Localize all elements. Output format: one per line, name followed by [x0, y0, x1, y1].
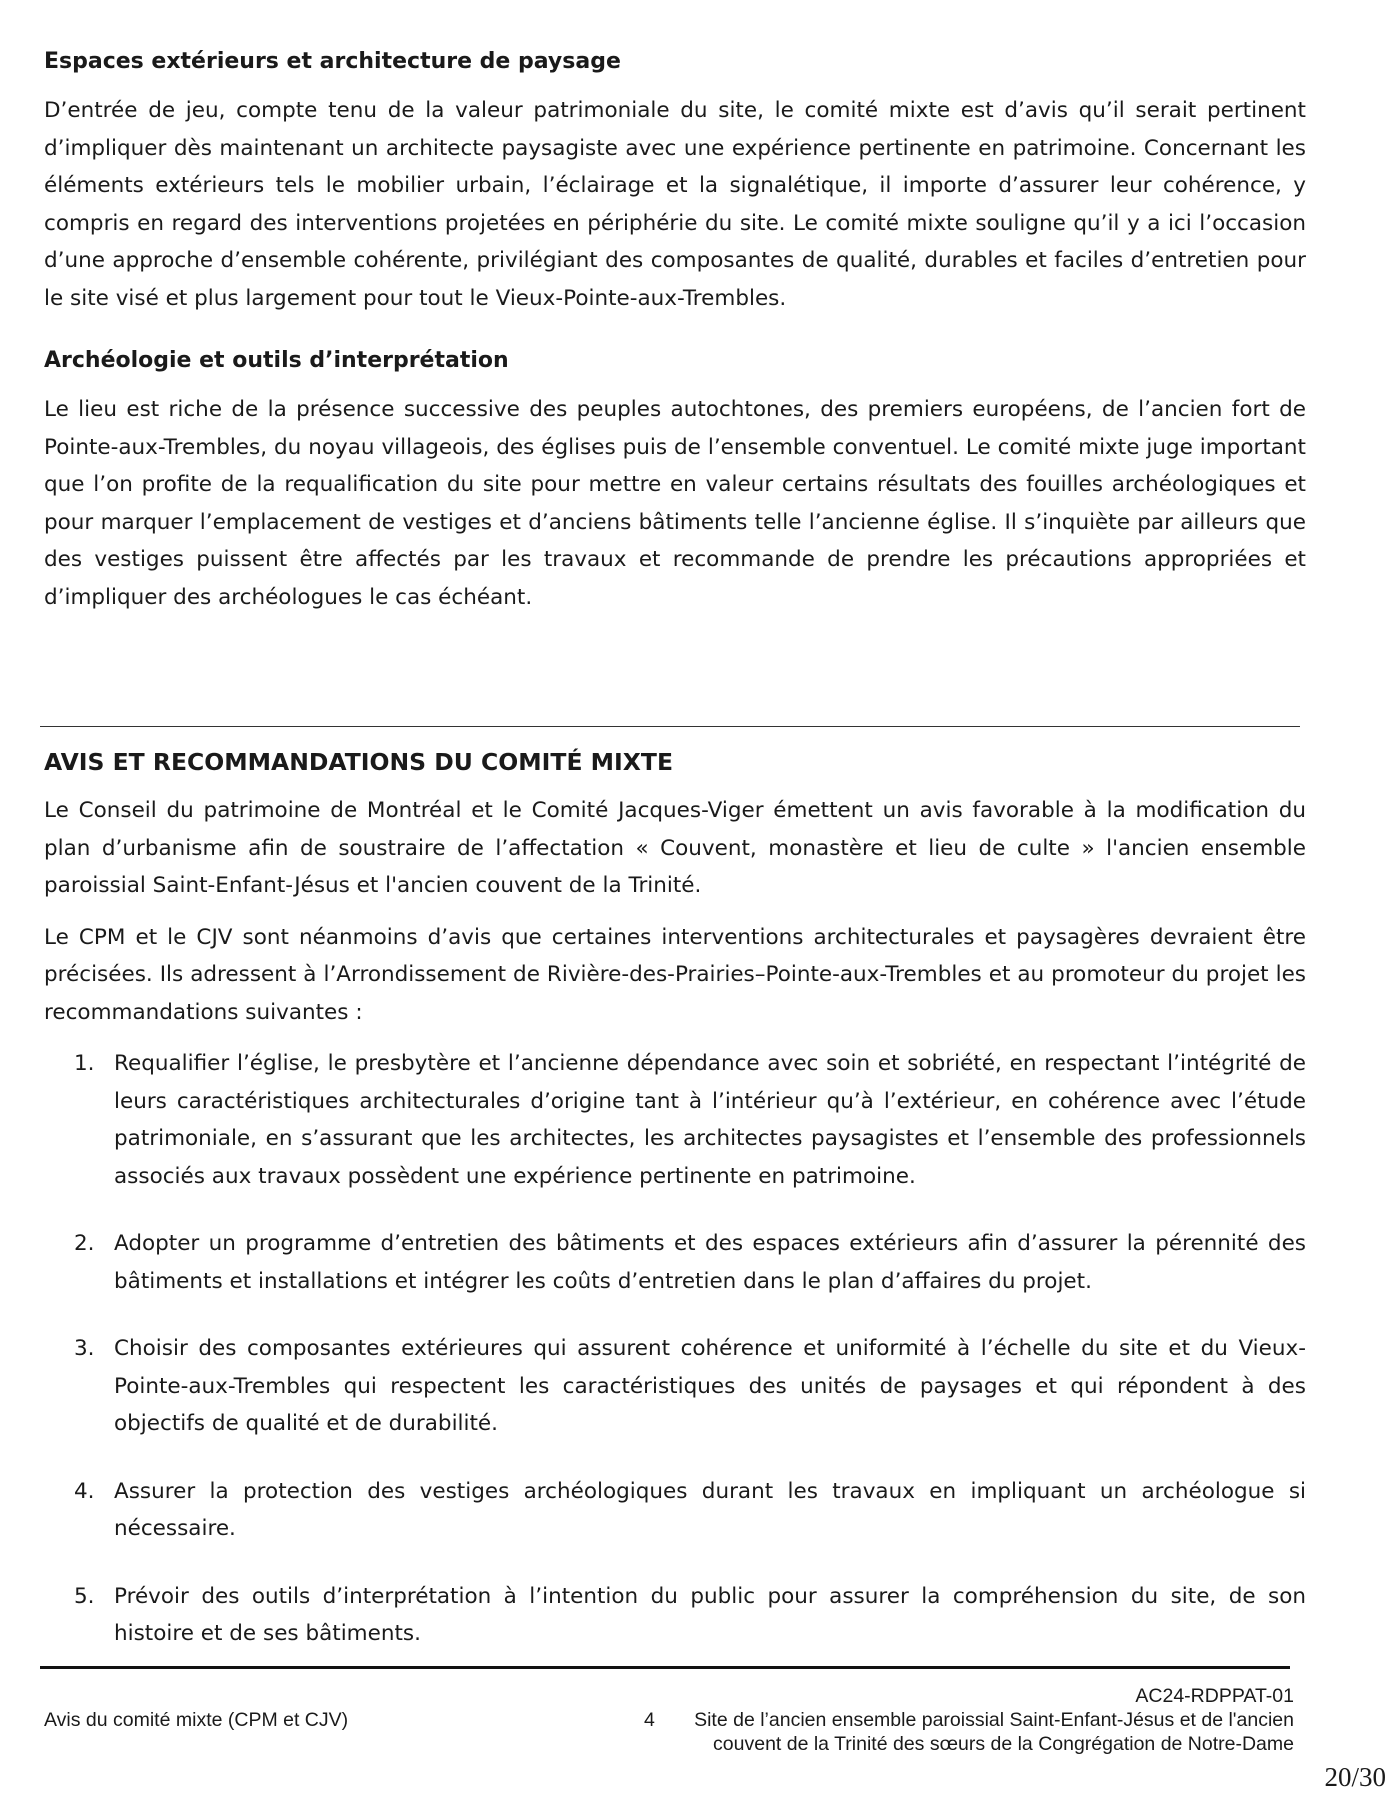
list-item-number: 2.	[74, 1231, 95, 1256]
list-item-number: 5.	[74, 1583, 95, 1609]
page-footer	[44, 1684, 1294, 1756]
list-item-number: 4.	[74, 1478, 95, 1504]
recommendations-list	[44, 1045, 1306, 1653]
list-item	[44, 1473, 1306, 1548]
footer-title-line-1: Site de l’ancien ensemble paroissial Saint-Enfant-Jésus et de l'ancien	[694, 1709, 1294, 1731]
list-item	[44, 1225, 1306, 1300]
recommendations-section	[44, 746, 1306, 1683]
paragraph-archaeology: Le lieu est riche de la présence successive des peuples autochtones, des premiers européens, de l’ancien fort de Pointe-aux-Trembles, du noyau villageois, des églises puis de l’ensemble conventuel. Le comité mixte juge important que l’on profite de la requalification du site pour mettre en valeur certains résultats des fouilles archéologiques et pour marquer l’emplacement de vestiges et d’anciens bâtiments telle l’ancienne église. Il s’inquiète par ailleurs que des vestiges puissent être affectés par les travaux et recommande de prendre les précautions appropriées et d’impliquer des archéologues le cas échéant.	[44, 397, 1306, 610]
list-item	[44, 1045, 1306, 1195]
page-counter: 20/30	[1324, 1762, 1386, 1792]
footer-title-line-2: couvent de la Trinité des sœurs de la Congrégation de Notre-Dame	[713, 1733, 1294, 1755]
document-body	[44, 46, 1306, 616]
section-heading-recommendations: AVIS ET RECOMMANDATIONS DU COMITÉ MIXTE	[44, 748, 674, 776]
list-item-number: 1.	[74, 1051, 95, 1076]
footer-document-type: Avis du comité mixte (CPM et CJV)	[44, 1709, 349, 1731]
list-item-text: Requalifier l’église, le presbytère et l’ancienne dépendance avec soin et sobriété, en respectant l’intégrité de leurs caractéristiques architecturales d’origine tant à l’intérieur qu’à l’extérieur, en cohérence avec l’étude patrimoniale, en s’assurant que les architectes, les architectes paysagistes et l’ensemble des professionnels associés aux travaux possèdent une expérience pertinente en patrimoine.	[114, 1051, 1306, 1189]
list-item-text: Choisir des composantes extérieures qui assurent cohérence et uniformité à l’échelle du site et du Vieux-Pointe-aux-Trembles qui respectent les caractéristiques des unités de paysages et qui répondent à des objectifs de qualité et de durabilité.	[114, 1336, 1306, 1436]
list-item-text: Assurer la protection des vestiges archéologiques durant les travaux en impliquant un archéologue si nécessaire.	[114, 1478, 1306, 1541]
list-item	[44, 1578, 1306, 1653]
paragraph-landscape: D’entrée de jeu, compte tenu de la valeur patrimoniale du site, le comité mixte est d’avis qu’il serait pertinent d’impliquer dès maintenant un architecte paysagiste avec une expérience pertinente en patrimoine. Concernant les éléments extérieurs tels le mobilier urbain, l’éclairage et la signalétique, il importe d’assurer leur cohérence, y compris en regard des interventions projetées en périphérie du site. Le comité mixte souligne qu’il y a ici l’occasion d’une approche d’ensemble cohérente, privilégiant des composantes de qualité, durables et faciles d’entretien pour le site visé et plus largement pour tout le Vieux-Pointe-aux-Trembles.	[44, 98, 1306, 311]
footer-divider	[40, 1666, 1290, 1669]
paragraph-opinion: Le Conseil du patrimoine de Montréal et le Comité Jacques-Viger émettent un avis favorable à la modification du plan d’urbanisme afin de soustraire de l’affectation « Couvent, monastère et lieu de culte » l'ancien ensemble paroissial Saint-Enfant-Jésus et l'ancien couvent de la Trinité.	[44, 798, 1306, 898]
section-heading-archaeology: Archéologie et outils d’interprétation	[44, 348, 509, 373]
footer-reference: AC24-RDPPAT-01	[1135, 1685, 1294, 1707]
footer-page-number: 4	[644, 1709, 655, 1731]
section-divider	[40, 726, 1300, 727]
list-item-number: 3.	[74, 1336, 95, 1361]
section-heading-landscape: Espaces extérieurs et architecture de paysage	[44, 49, 621, 74]
list-item	[44, 1330, 1306, 1443]
list-item-text: Adopter un programme d’entretien des bâtiments et des espaces extérieurs afin d’assurer la pérennité des bâtiments et installations et intégrer les coûts d’entretien dans le plan d’affaires du projet.	[114, 1231, 1306, 1294]
paragraph-recommendations-intro: Le CPM et le CJV sont néanmoins d’avis que certaines interventions architecturales et paysagères devraient être précisées. Ils adressent à l’Arrondissement de Rivière-des-Prairies–Pointe-aux-Trembles et au promoteur du projet les recommandations suivantes :	[44, 924, 1306, 1025]
list-item-text: Prévoir des outils d’interprétation à l’intention du public pour assurer la compréhension du site, de son histoire et de ses bâtiments.	[114, 1583, 1306, 1646]
